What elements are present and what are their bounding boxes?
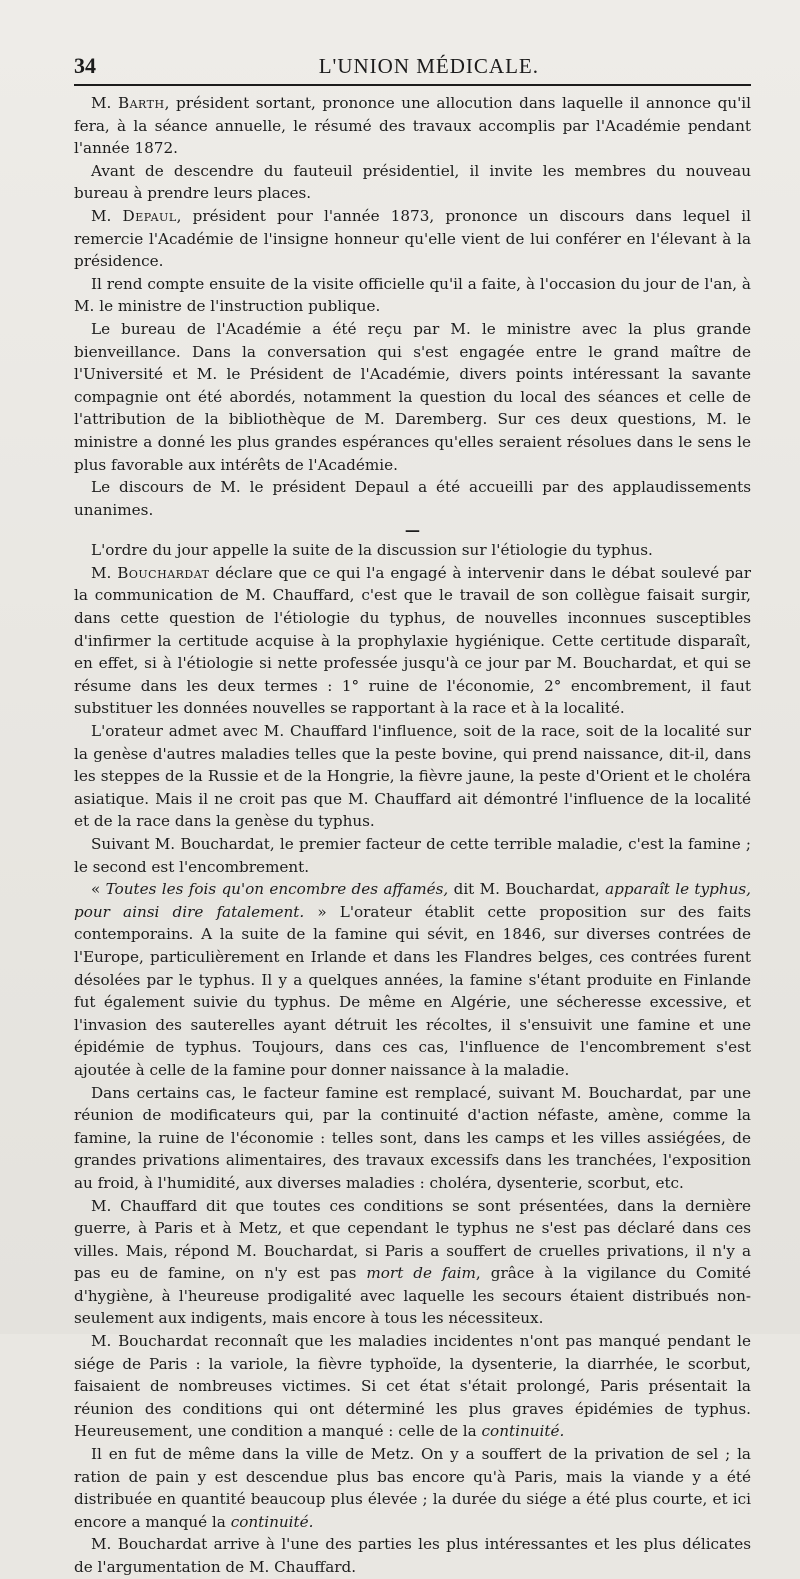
italic-text: apparaît le typhus, pour ainsi dire fatalement.	[74, 880, 752, 921]
paragraph: L'ordre du jour appelle la suite de la discussion sur l'étiologie du typhus.	[91, 541, 653, 560]
paragraph: L'orateur admet avec M. Chauffard l'influence, soit de la race, soit de la localité sur la genèse d'autres maladies telles que la peste bovine, qui prend naissance, dit-il, dans les steppes de la Russie et de la Hongrie, la fièvre jaune, la peste d'Orient et le choléra asiatique. Mais il ne croit pas que M. Chauffard ait démontré l'influence de la localité et de la race dans la genèse du typhus.	[74, 722, 751, 831]
header-rule	[74, 84, 751, 86]
paragraph: Suivant M. Bouchardat, le premier facteur de cette terrible maladie, c'est la famine ; le second est l'encombrement.	[74, 835, 751, 876]
speaker-name: Depaul	[122, 206, 177, 225]
paragraph: M. Bouchardat déclare que ce qui l'a engagé à intervenir dans le débat soulevé par la communication de M. Chauffard, c'est que le travail de son collègue faisait surgir, dans cette question de l'étiologie du typhus, de nouvelles inconnues susceptibles d'infirmer la certitude acquise à la prophylaxie hygiénique. Cette certitude disparaît, en effet, si à l'étiologie si nette professée jusqu'à ce jour par M. Bouchardat, et qui se résume dans les deux termes : 1° ruine de l'économie, 2° encombrement, il faut substituer les données nouvelles se rapportant à la race et à la localité.	[74, 563, 751, 718]
italic-text: continuité.	[481, 1422, 565, 1441]
paragraph: Le bureau de l'Académie a été reçu par M. le ministre avec la plus grande bienveillance. Dans la conversation qui s'est engagée entre le grand maître de l'Université et M. le Président de l'Académie, divers points intéressant la savante compagnie ont été abordés, notamment la question du local des séances et celle de l'attribution de la bibliothèque de M. Daremberg. Sur ces deux questions, M. le ministre a donné les plus grandes espérances qu'elles seraient résolues dans le sens le plus favorable aux intérêts de l'Académie.	[74, 319, 751, 474]
body-text	[74, 92, 751, 1579]
paragraph: M. Bouchardat reconnaît que les maladies incidentes n'ont pas manqué pendant le siége de Paris : la variole, la fièvre typhoïde, la dysenterie, la diarrhée, le scorbut, faisaient de nombreuses victimes. Si cet état s'était prolongé, Paris présentait la réunion des conditions qui ont déterminé les plus graves épidémies de typhus. Heureusement, une condition a manqué : celle de la continuité.	[74, 1332, 751, 1441]
paragraph: M. Chauffard dit que toutes ces conditions se sont présentées, dans la dernière guerre, à Paris et à Metz, et que cependant le typhus ne s'est pas déclaré dans ces villes. Mais, répond M. Bouchardat, si Paris a souffert de cruelles privations, il n'y a pas eu de famine, on n'y est pas mort de faim, grâce à la vigilance du Comité d'hygiène, à l'heureuse prodigalité avec laquelle les secours étaient distribués non-seulement aux indigents, mais encore à tous les nécessiteux.	[74, 1196, 751, 1328]
paragraph: M. Barth, président sortant, prononce une allocution dans laquelle il annonce qu'il fera, à la séance annuelle, le résumé des travaux accomplis par l'Académie pendant l'année 1872.	[74, 94, 751, 158]
running-title: L'UNION MÉDICALE.	[318, 54, 539, 78]
paragraph: « Toutes les fois qu'on encombre des affamés, dit M. Bouchardat, apparaît le typhus, pour ainsi dire fatalement. » L'orateur établit cette proposition sur des faits contemporains. A la suite de la famine qui sévit, en 1846, sur diverses contrées de l'Europe, particulièrement en Irlande et dans les Flandres belges, ces contrées furent désolées par le typhus. Il y a quelques années, la famine s'étant produite en Finlande fut également suivie du typhus. De même en Algérie, une sécheresse excessive, et l'invasion des sauterelles ayant détruit les récoltes, il s'ensuivit une famine et une épidémie de typhus. Toujours, dans ces cas, l'influence de l'encombrement s'est ajoutée à celle de la famine pour donner naissance à la maladie.	[74, 880, 752, 1079]
paragraph: Il rend compte ensuite de la visite officielle qu'il a faite, à l'occasion du jour de l'an, à M. le ministre de l'instruction publique.	[74, 274, 751, 316]
paragraph: Dans certains cas, le facteur famine est remplacé, suivant M. Bouchardat, par une réunion de modificateurs qui, par la continuité d'action néfaste, amène, comme la famine, la ruine de l'économie : telles sont, dans les camps et les villes assiégées, de grandes privations alimentaires, des travaux excessifs dans les tranchées, l'exposition au froid, à l'humidité, aux diverses maladies : choléra, dysenterie, scorbut, etc.	[74, 1083, 751, 1192]
paragraph: Il en fut de même dans la ville de Metz. On y a souffert de la privation de sel ; la ration de pain y est descendue plus bas encore qu'à Paris, mais la viande y a été distribuée en quantité beaucoup plus élevée ; la durée du siége a été plus courte, et ici encore a manqué la continuité.	[74, 1445, 751, 1531]
section-separator: —	[404, 521, 421, 540]
italic-text: continuité.	[230, 1512, 314, 1531]
speaker-name: Bouchardat	[117, 563, 210, 582]
paragraph: Avant de descendre du fauteuil présidentiel, il invite les membres du nouveau bureau à prendre leurs places.	[74, 161, 751, 203]
paragraph: Le discours de M. le président Depaul a été accueilli par des applaudissements unanimes.	[74, 478, 751, 519]
italic-text: mort de faim	[366, 1264, 476, 1283]
paragraph: M. Bouchardat arrive à l'une des parties les plus intéressantes et les plus délicates de l'argumentation de M. Chauffard.	[74, 1535, 751, 1576]
page-number: 34	[74, 53, 96, 78]
page-header	[74, 54, 751, 78]
paragraph: M. Depaul, président pour l'année 1873, prononce un discours dans lequel il remercie l'Académie de l'insigne honneur qu'elle vient de lui conférer en l'élevant à la présidence.	[74, 206, 751, 271]
speaker-name: Barth	[117, 94, 165, 112]
italic-text: Toutes les fois qu'on encombre des affamés,	[105, 880, 449, 899]
